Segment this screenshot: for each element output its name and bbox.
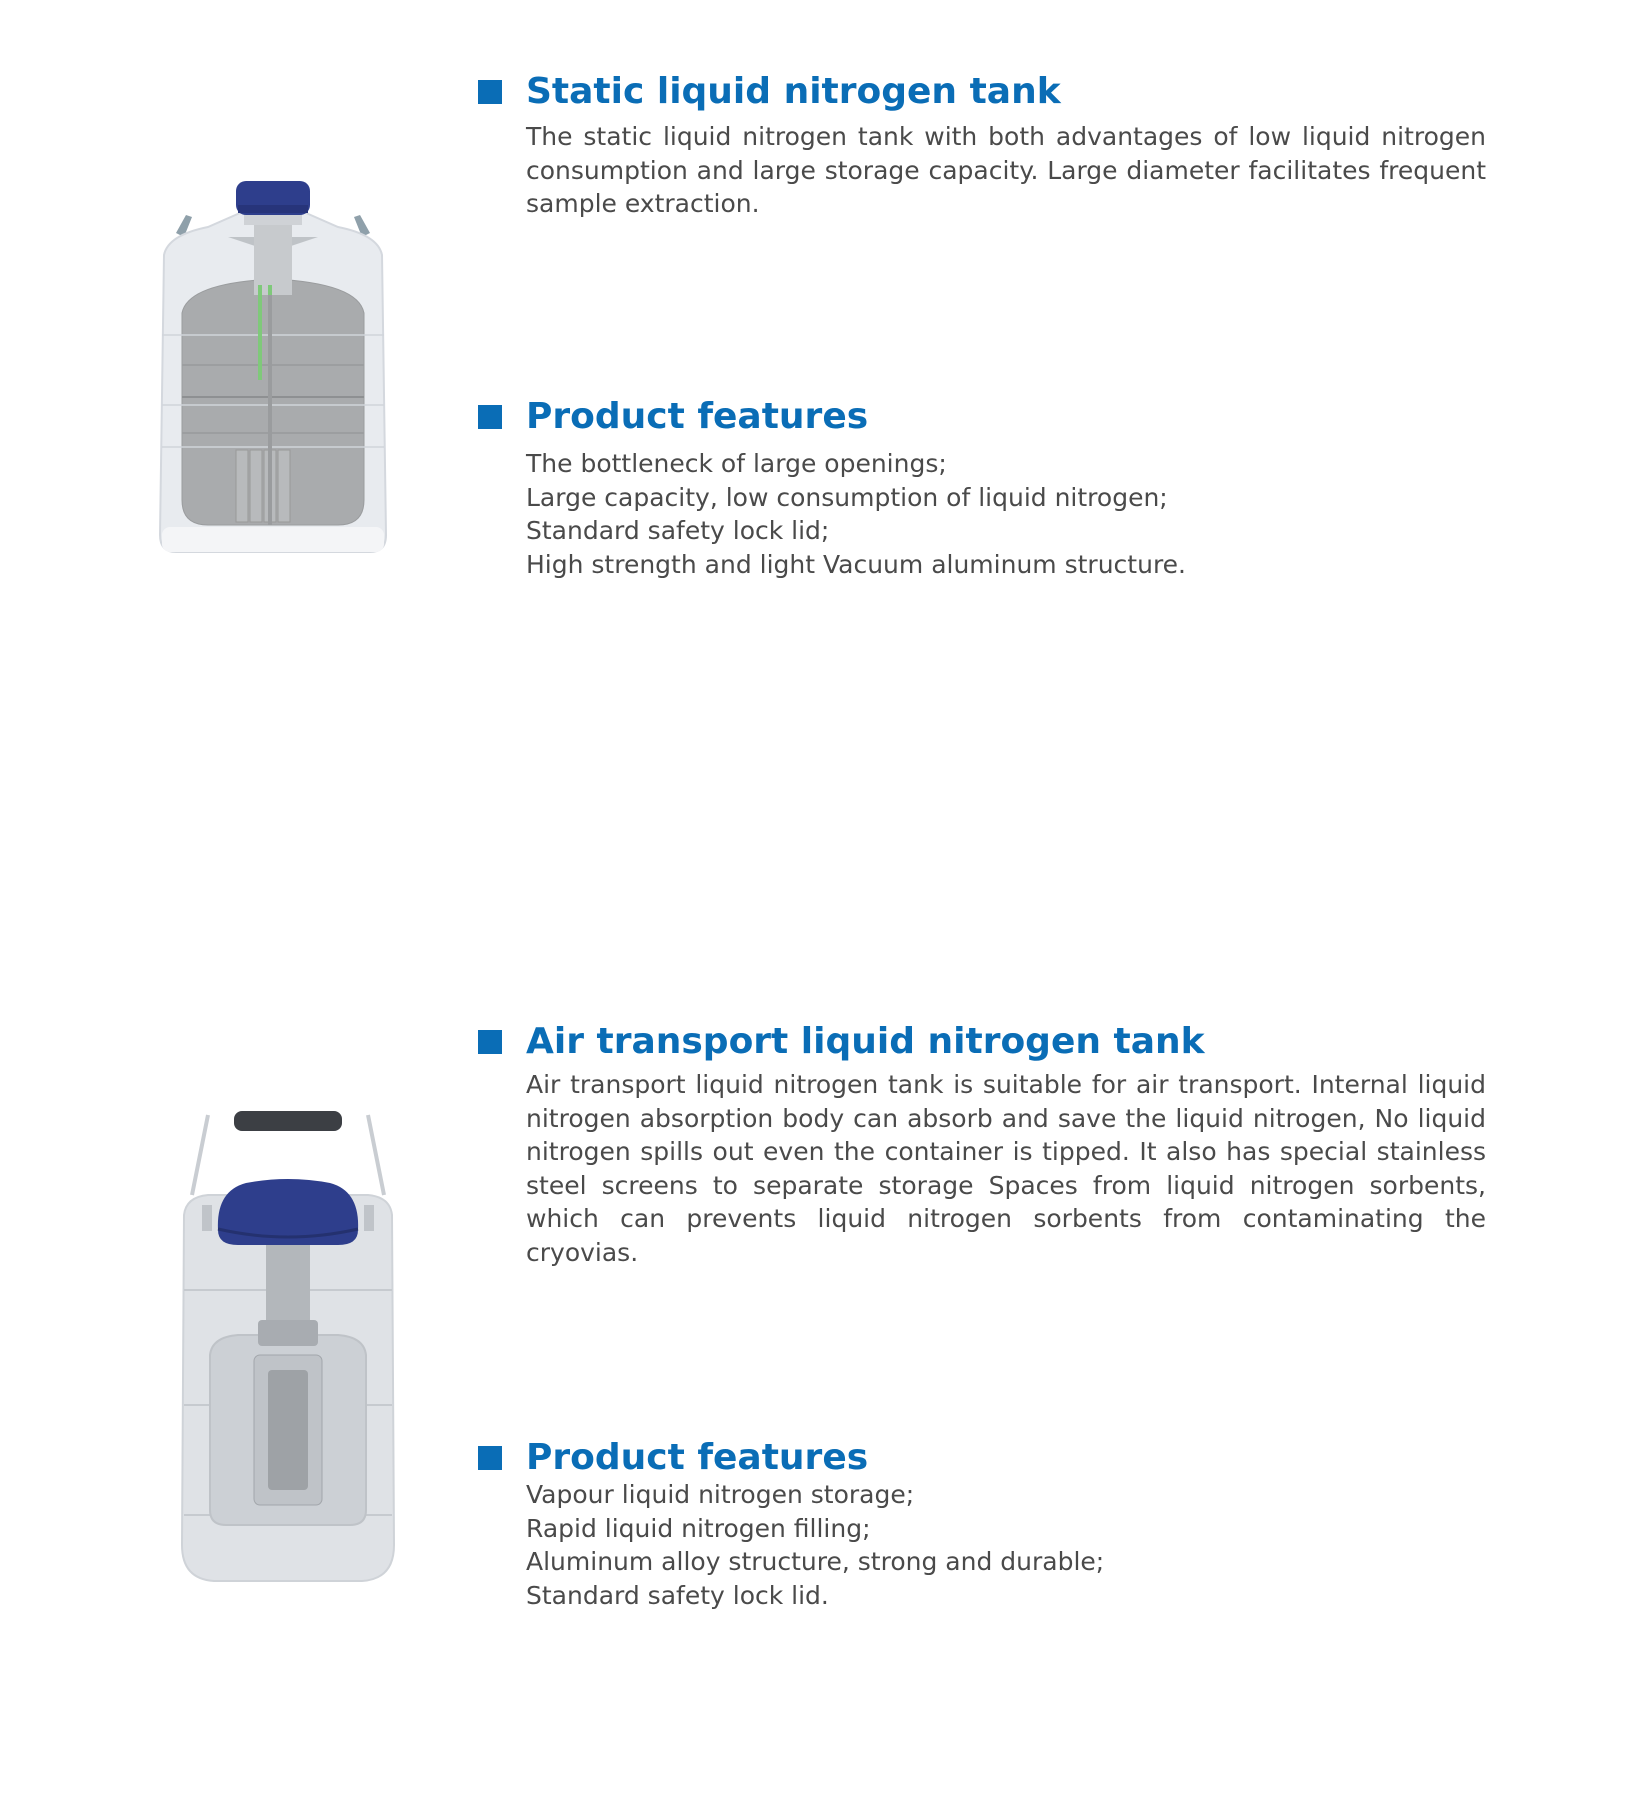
air-transport-tank-illustration	[178, 1105, 398, 1585]
product-title: Static liquid nitrogen tank	[526, 71, 1061, 112]
bullet-square-icon	[478, 405, 502, 429]
product-title: Air transport liquid nitrogen tank	[526, 1021, 1205, 1062]
feature-item: The bottleneck of large openings;	[526, 449, 947, 478]
static-nitrogen-tank-illustration	[148, 175, 398, 557]
feature-item: Standard safety lock lid;	[526, 516, 830, 545]
features-list	[526, 1478, 1104, 1612]
feature-item: High strength and light Vacuum aluminum structure.	[526, 549, 1186, 579]
bullet-square-icon	[478, 80, 502, 104]
bullet-square-icon	[478, 1030, 502, 1054]
feature-item: Standard safety lock lid.	[526, 1580, 829, 1610]
product-title-row	[478, 72, 1061, 112]
features-title: Product features	[526, 396, 869, 437]
product-description: Air transport liquid nitrogen tank is suitable for air transport. Internal liquid nitrogen absorption body can absorb and save the liquid nitrogen, No liquid nitrogen spills out even the container is tipped. It also has special stainless steel screens to separate storage Spaces from liquid nitrogen sorbents, which can prevents liquid nitrogen sorbents from contaminating the cryovias.	[526, 1070, 1486, 1267]
feature-item: Aluminum alloy structure, strong and durable;	[526, 1547, 1105, 1576]
bullet-square-icon	[478, 1446, 502, 1470]
feature-item: Vapour liquid nitrogen storage;	[526, 1480, 915, 1509]
product-title-row	[478, 1022, 1205, 1062]
features-title: Product features	[526, 1437, 869, 1478]
features-title-row	[478, 1438, 868, 1478]
feature-item: Large capacity, low consumption of liquid nitrogen;	[526, 482, 1168, 512]
product-description: The static liquid nitrogen tank with both advantages of low liquid nitrogen consumption and large storage capacity. Large diameter facilitates frequent sample extraction.	[526, 122, 1486, 218]
features-title-row	[478, 397, 868, 437]
feature-item: Rapid liquid nitrogen filling;	[526, 1513, 871, 1543]
features-list	[526, 447, 1186, 581]
